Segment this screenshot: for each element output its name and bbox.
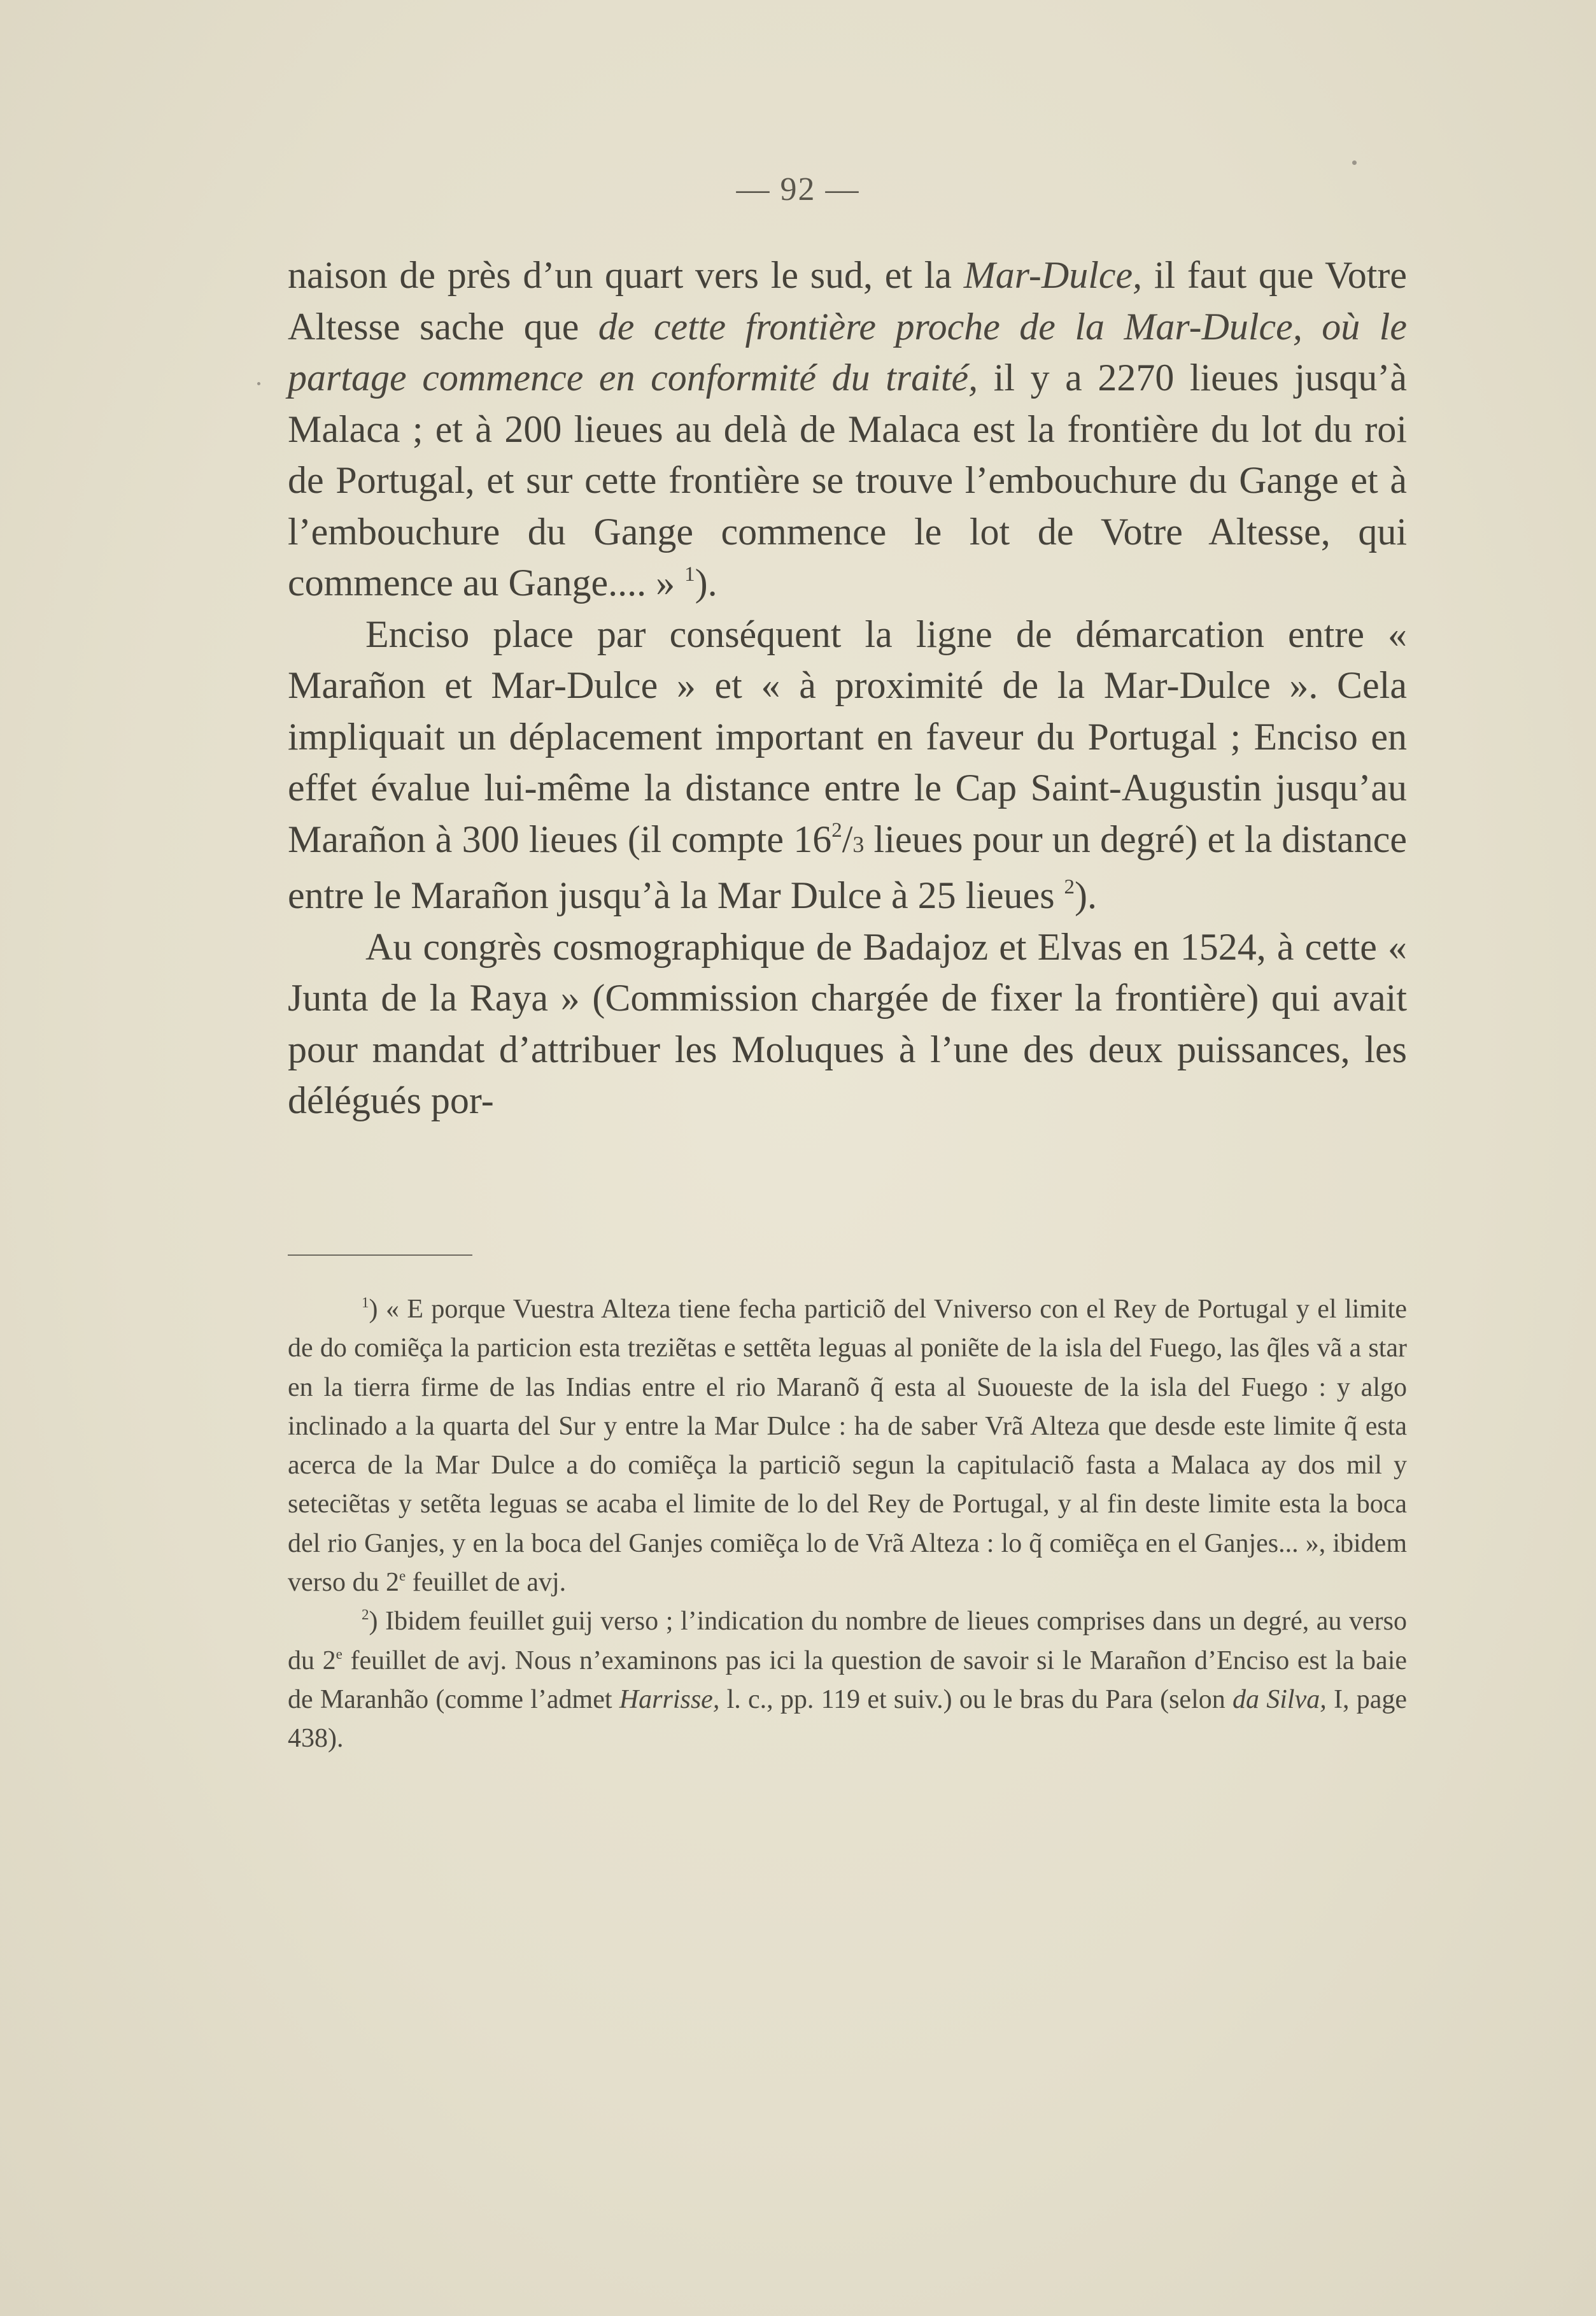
paper-speck	[257, 382, 260, 385]
footnote-ref-2: 2	[1064, 875, 1075, 899]
footnotes	[288, 1290, 1407, 1759]
footnote-ref-1: 1	[684, 562, 695, 586]
footnote-divider	[288, 1254, 472, 1256]
footnote-1: $^1$) « E porque Vuestra Alteza tiene fecha particiõ del Vniverso con el Rey de Portugal y el limite de do comiẽça la particion esta treziẽtas e settẽta leguas al poniẽte de la isla del Fuego, las q̃les vã a star en la tierra firme de las Indias entre el rio Maranõ q̃ esta al Suoueste de la isla del Fuego : y algo inclinado a la quarta del Sur y entre la Mar Dulce : ha de saber Vrã Alteza que desde este limite q̃ esta acerca de la Mar Dulce a do comiẽça la particiõ segun la capitulaciõ fasta a Malaca ay dos mil y seteciẽtas y setẽta leguas se acaba el limite de lo del Rey de Portugal, y al fin deste limite esta la boca del rio Ganjes, y en la boca del Ganjes comiẽça lo de Vrã Alteza : lo q̃ comiẽça en el Ganjes... », ibidem verso du 2e feuillet de avj.	[288, 1293, 1407, 1598]
paragraph-2: Enciso place par conséquent la ligne de démarcation entre « Marañon et Mar-Dulce » et « à proximité de la Mar-Dulce ». Cela impliquait un déplacement important en faveur du Portugal ; Enciso en effet évalue lui-même la distance entre le Cap Saint-Augustin jusqu’au Marañon à 300 lieues (il compte $16^2/3$ lieues pour un degré) et la distance entre le Marañon jusqu’à la Mar Dulce à 25 lieues $^2$).	[288, 613, 1407, 916]
paragraph-3: Au congrès cosmographique de Badajoz et Elvas en 1524, à cette « Junta de la Raya » (Commission chargée de fixer la frontière) qui avait pour mandat d’attribuer les Moluques à l’une des deux puissances, les délégués por-	[288, 925, 1407, 1121]
main-text	[288, 250, 1407, 1126]
footnote-2: $^2$) Ibidem feuillet guij verso ; l’indication du nombre de lieues comprises dans un degré, au verso du 2e feuillet de avj. Nous n’examinons pas ici la question de savoir si le Marañon d’Enciso est la baie de Maranhão (comme l’admet Harrisse, l. c., pp. 119 et suiv.) ou le bras du Para (selon da Silva, I, page 438).	[288, 1606, 1408, 1754]
page-number: — 92 —	[736, 171, 860, 208]
paragraph-1: naison de près d’un quart vers le sud, et la Mar-Dulce, il faut que Votre Altesse sache que de cette frontière proche de la Mar-Dulce, où le partage commence en conformité du traité, il y a 2270 lieues jusqu’à Malaca ; et à 200 lieues au delà de Malaca est la frontière du lot du roi de Portugal, et sur cette frontière se trouve l’embouchure du Gange et à l’embouchure du Gange commence le lot de Votre Altesse, qui commence au Gange.... » $^1$).	[288, 254, 1408, 604]
paper-speck	[1352, 160, 1357, 165]
